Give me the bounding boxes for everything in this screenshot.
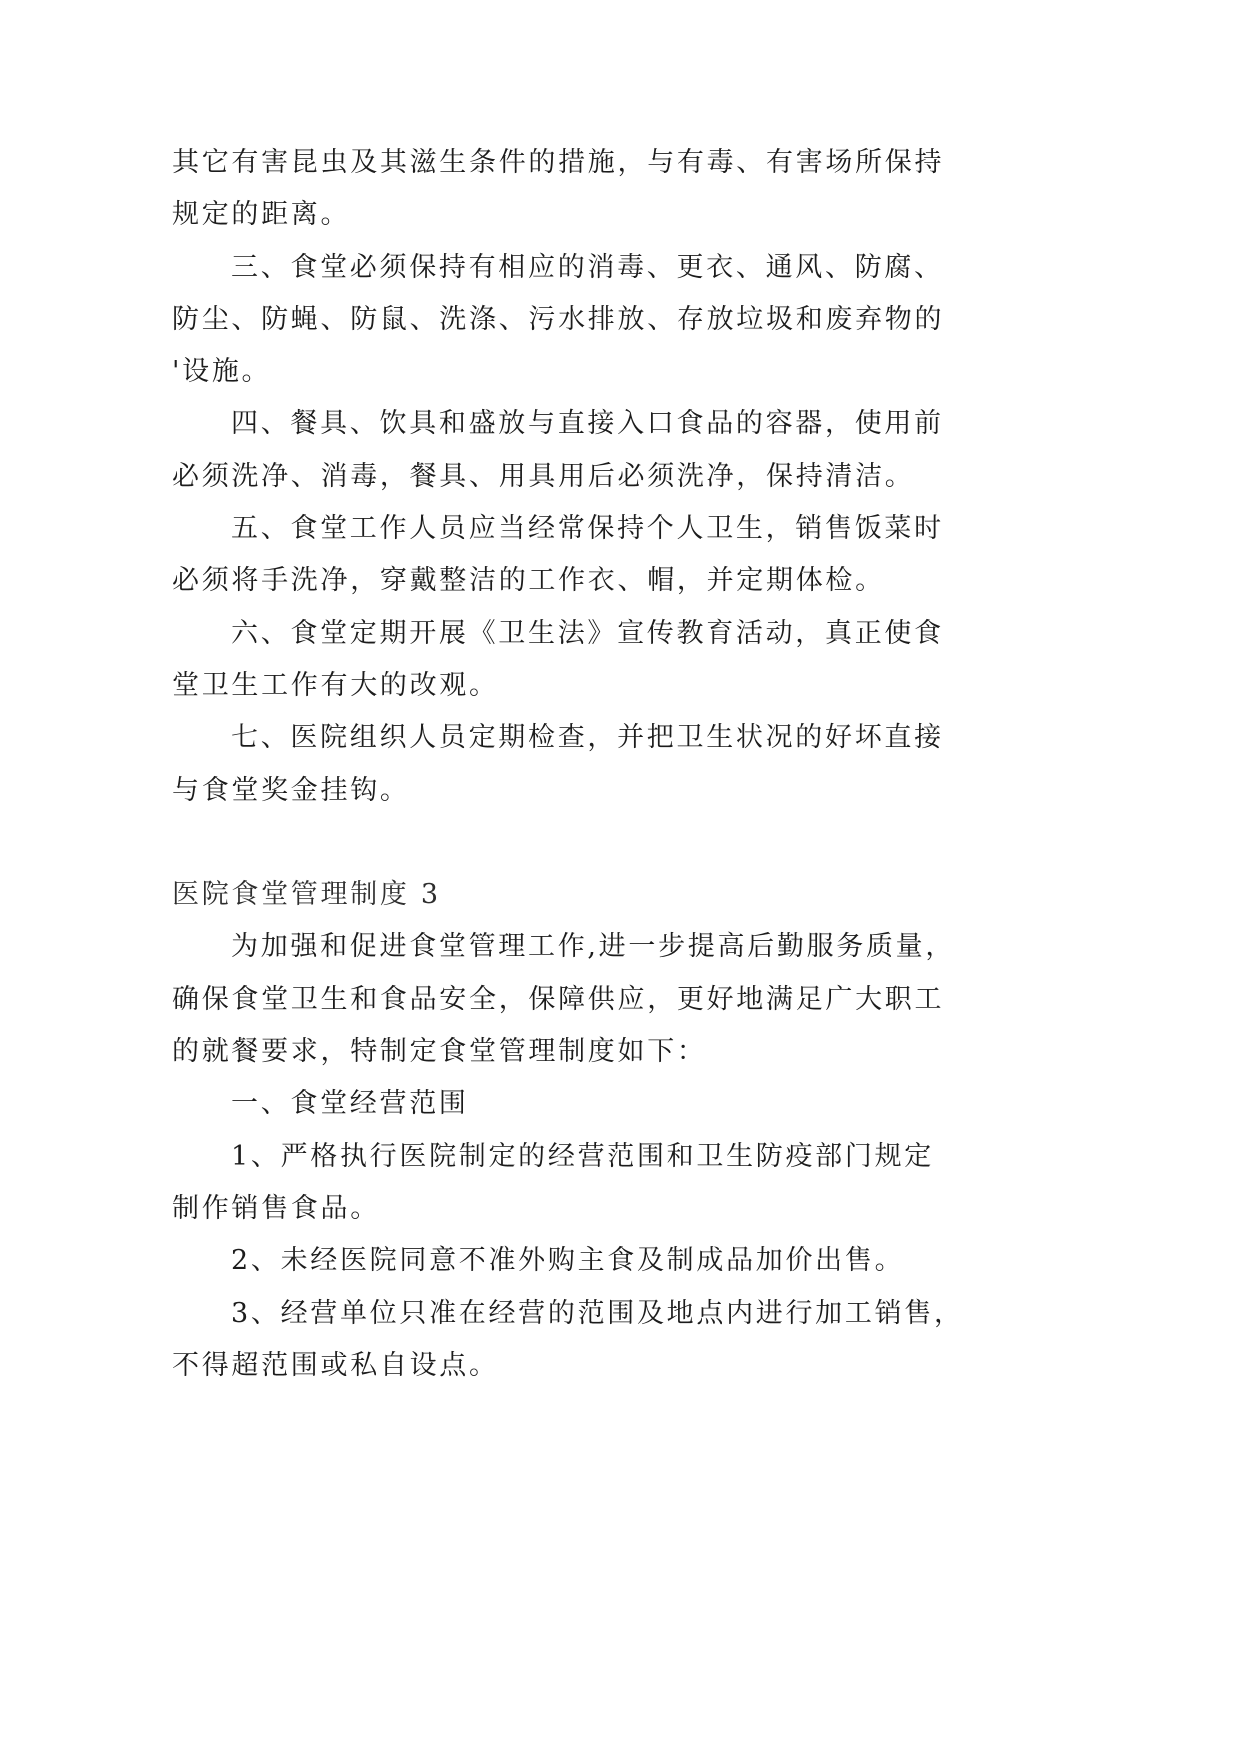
paragraph-rule-2 <box>172 1235 1072 1287</box>
paragraph-item-7 <box>172 712 1072 817</box>
text-line: 制作销售食品。 <box>172 1192 380 1224</box>
text-line: 四、餐具、饮具和盛放与直接入口食品的容器，使用前 <box>231 408 944 440</box>
subheading-scope <box>172 1078 1072 1130</box>
text-line: 五、食堂工作人员应当经常保持个人卫生，销售饭菜时 <box>231 513 944 545</box>
text-line: '设施。 <box>172 356 272 388</box>
text-line: 规定的距离。 <box>172 199 351 231</box>
text-line: 七、医院组织人员定期检查，并把卫生状况的好坏直接 <box>231 722 944 754</box>
text-line: 六、食堂定期开展《卫生法》宣传教育活动，真正使食 <box>231 617 944 649</box>
paragraph-rule-3 <box>172 1288 1072 1393</box>
text-line: 防尘、防蝇、防鼠、洗涤、污水排放、存放垃圾和废弃物的 <box>172 303 945 335</box>
paragraph-item-6 <box>172 608 1072 713</box>
text-line: 2、未经医院同意不准外购主食及制成品加价出售。 <box>231 1245 905 1277</box>
paragraph-intro <box>172 921 1072 1078</box>
paragraph-item-5 <box>172 503 1072 608</box>
text-line: 三、食堂必须保持有相应的消毒、更衣、通风、防腐、 <box>231 251 944 283</box>
paragraph-continuation <box>172 137 1072 242</box>
paragraph-item-4 <box>172 398 1072 503</box>
text-line: 的就餐要求，特制定食堂管理制度如下： <box>172 1036 707 1068</box>
text-line: 与食堂奖金挂钩。 <box>172 774 410 806</box>
text-line: 确保食堂卫生和食品安全，保障供应，更好地满足广大职工 <box>172 983 945 1015</box>
document-page <box>172 137 1072 1392</box>
text-line: 不得超范围或私自设点。 <box>172 1349 499 1381</box>
text-line: 3、经营单位只准在经营的范围及地点内进行加工销售， <box>231 1297 964 1329</box>
text-line: 必须将手洗净，穿戴整洁的工作衣、帽，并定期体检。 <box>172 565 885 597</box>
text-line: 为加强和促进食堂管理工作,进一步提高后勤服务质量， <box>231 931 956 963</box>
text-line: 其它有害昆虫及其滋生条件的措施，与有毒、有害场所保持 <box>172 147 945 178</box>
text-line: 1、严格执行医院制定的经营范围和卫生防疫部门规定 <box>231 1140 934 1172</box>
paragraph-rule-1 <box>172 1131 1072 1236</box>
text-line: 一、食堂经营范围 <box>231 1088 469 1120</box>
blank-line <box>172 817 1072 869</box>
paragraph-item-3 <box>172 242 1072 399</box>
section-title: 医院食堂管理制度 3 <box>172 879 441 911</box>
text-line: 堂卫生工作有大的改观。 <box>172 669 499 701</box>
text-line: 必须洗净、消毒，餐具、用具用后必须洗净，保持清洁。 <box>172 460 915 492</box>
